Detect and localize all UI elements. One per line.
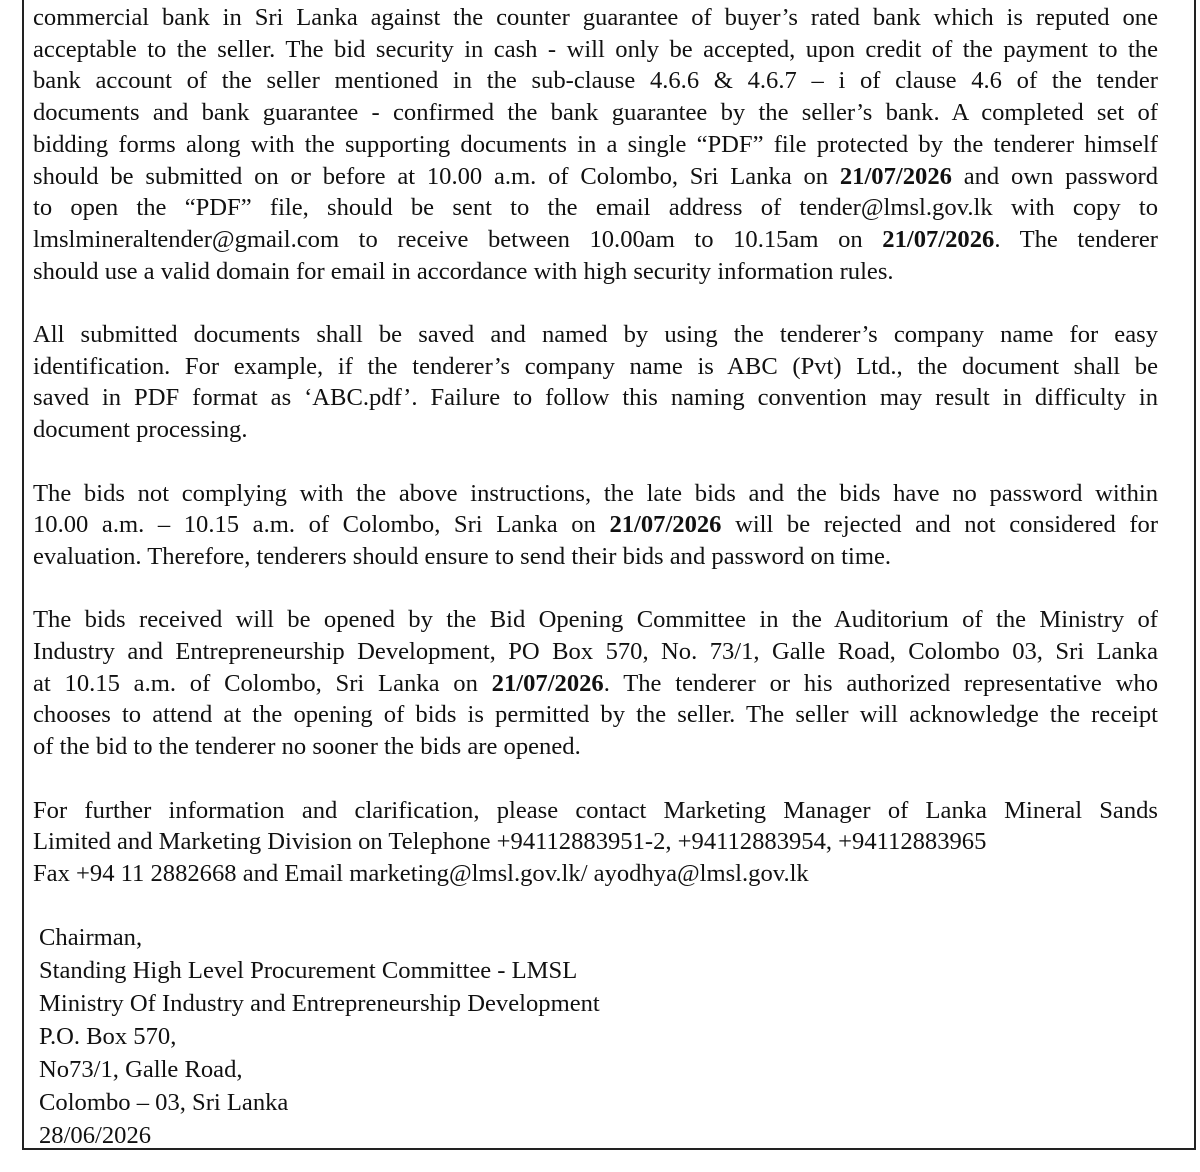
- text-line: [33, 129, 1158, 161]
- text-line: [33, 731, 1158, 763]
- bold-date: 21/07/2026: [839, 162, 952, 190]
- text-run: The bids received will be opened by the Bid Opening Committee in the Auditorium of the Ministry of: [33, 606, 1158, 634]
- paragraph: [33, 795, 1158, 890]
- city-address: Colombo – 03, Sri Lanka: [39, 1089, 289, 1117]
- street-address: No73/1, Galle Road,: [39, 1056, 243, 1084]
- text-run: to open the “PDF” file, should be sent to the email address of tender@lmsl.gov.lk with copy to: [33, 194, 1158, 222]
- bold-date: 21/07/2026: [882, 225, 995, 253]
- text-run: Industry and Entrepreneurship Development, PO Box 570, No. 73/1, Galle Road, Colombo 03, Sri Lanka: [33, 638, 1158, 666]
- text-line: [33, 382, 1158, 414]
- po-box: P.O. Box 570,: [39, 1023, 177, 1051]
- text-run: For further information and clarification, please contact Marketing Manager of Lanka Mineral Sands: [33, 796, 1158, 824]
- signatory-title: Chairman,: [39, 924, 143, 952]
- notice-date: 28/06/2026: [39, 1122, 152, 1150]
- text-run: at 10.15 a.m. of Colombo, Sri Lanka on: [33, 669, 492, 697]
- text-run: The bids not complying with the above instructions, the late bids and the bids have no password within: [33, 479, 1158, 507]
- text-line: [33, 161, 1158, 193]
- text-line: [33, 414, 1158, 446]
- text-line: [33, 351, 1158, 383]
- text-line: [33, 795, 1158, 827]
- text-line: [33, 509, 1158, 541]
- text-line: [33, 319, 1158, 351]
- text-run: acceptable to the seller. The bid security in cash - will only be accepted, upon credit of the payment to the: [33, 35, 1158, 63]
- paragraph: [33, 2, 1158, 287]
- text-run: 10.00 a.m. – 10.15 a.m. of Colombo, Sri Lanka on: [33, 511, 610, 539]
- bold-date: 21/07/2026: [491, 669, 604, 697]
- paragraph: [33, 478, 1158, 573]
- text-run: documents and bank guarantee - confirmed the bank guarantee by the seller’s bank. A completed set of: [33, 99, 1158, 127]
- text-run: . The tenderer or his authorized representative who: [603, 669, 1158, 697]
- text-line: [33, 34, 1158, 66]
- text-run: of the bid to the tenderer no sooner the bids are opened.: [33, 733, 581, 761]
- bold-date: 21/07/2026: [609, 511, 722, 539]
- text-run: . The tenderer: [994, 225, 1158, 253]
- text-run: Fax +94 11 2882668 and Email marketing@lmsl.gov.lk/ ayodhya@lmsl.gov.lk: [33, 859, 809, 887]
- text-run: should be submitted on or before at 10.00 a.m. of Colombo, Sri Lanka on: [33, 162, 840, 190]
- text-run: saved in PDF format as ‘ABC.pdf’. Failure to follow this naming convention may result in difficulty in: [33, 384, 1158, 412]
- text-run: commercial bank in Sri Lanka against the counter guarantee of buyer’s rated bank which is reputed one: [33, 4, 1158, 31]
- ministry-name: Ministry Of Industry and Entrepreneurship Development: [39, 990, 600, 1018]
- text-line: [33, 541, 1158, 573]
- tender-notice-body: [33, 2, 1158, 1152]
- text-run: will be rejected and not considered for: [721, 511, 1159, 539]
- text-run: bidding forms along with the supporting documents in a single “PDF” file protected by the tenderer himself: [33, 130, 1158, 158]
- text-line: [33, 478, 1158, 510]
- notice-paragraphs: [33, 2, 1158, 890]
- text-line: [33, 256, 1158, 288]
- text-line: [33, 699, 1158, 731]
- text-run: Limited and Marketing Division on Telephone +94112883951-2, +94112883954, +94112883965: [33, 828, 987, 856]
- text-run: lmslmineraltender@gmail.com to receive between 10.00am to 10.15am on: [33, 225, 883, 253]
- text-run: evaluation. Therefore, tenderers should ensure to send their bids and password on time.: [33, 542, 892, 570]
- text-line: [33, 668, 1158, 700]
- text-line: [33, 636, 1158, 668]
- text-line: [33, 97, 1158, 129]
- text-run: and own password: [951, 162, 1159, 190]
- paragraph: [33, 604, 1158, 763]
- signature-block: [33, 921, 1158, 1152]
- paragraph: [33, 319, 1158, 446]
- text-line: [33, 192, 1158, 224]
- text-run: All submitted documents shall be saved and named by using the tenderer’s company name for easy: [33, 321, 1158, 349]
- text-line: [33, 65, 1158, 97]
- text-run: document processing.: [33, 416, 248, 444]
- text-line: [33, 604, 1158, 636]
- text-line: [33, 858, 1158, 890]
- text-run: should use a valid domain for email in accordance with high security information rules.: [33, 257, 894, 285]
- committee-name: Standing High Level Procurement Committee - LMSL: [39, 957, 578, 985]
- text-line: [33, 2, 1158, 34]
- text-run: identification. For example, if the tenderer’s company name is ABC (Pvt) Ltd., the document shall be: [33, 352, 1158, 380]
- text-run: chooses to attend at the opening of bids is permitted by the seller. The seller will acknowledge the receipt: [33, 701, 1158, 729]
- text-run: bank account of the seller mentioned in the sub-clause 4.6.6 & 4.6.7 – i of clause 4.6 of the tender: [33, 67, 1158, 95]
- text-line: [33, 224, 1158, 256]
- text-line: [33, 826, 1158, 858]
